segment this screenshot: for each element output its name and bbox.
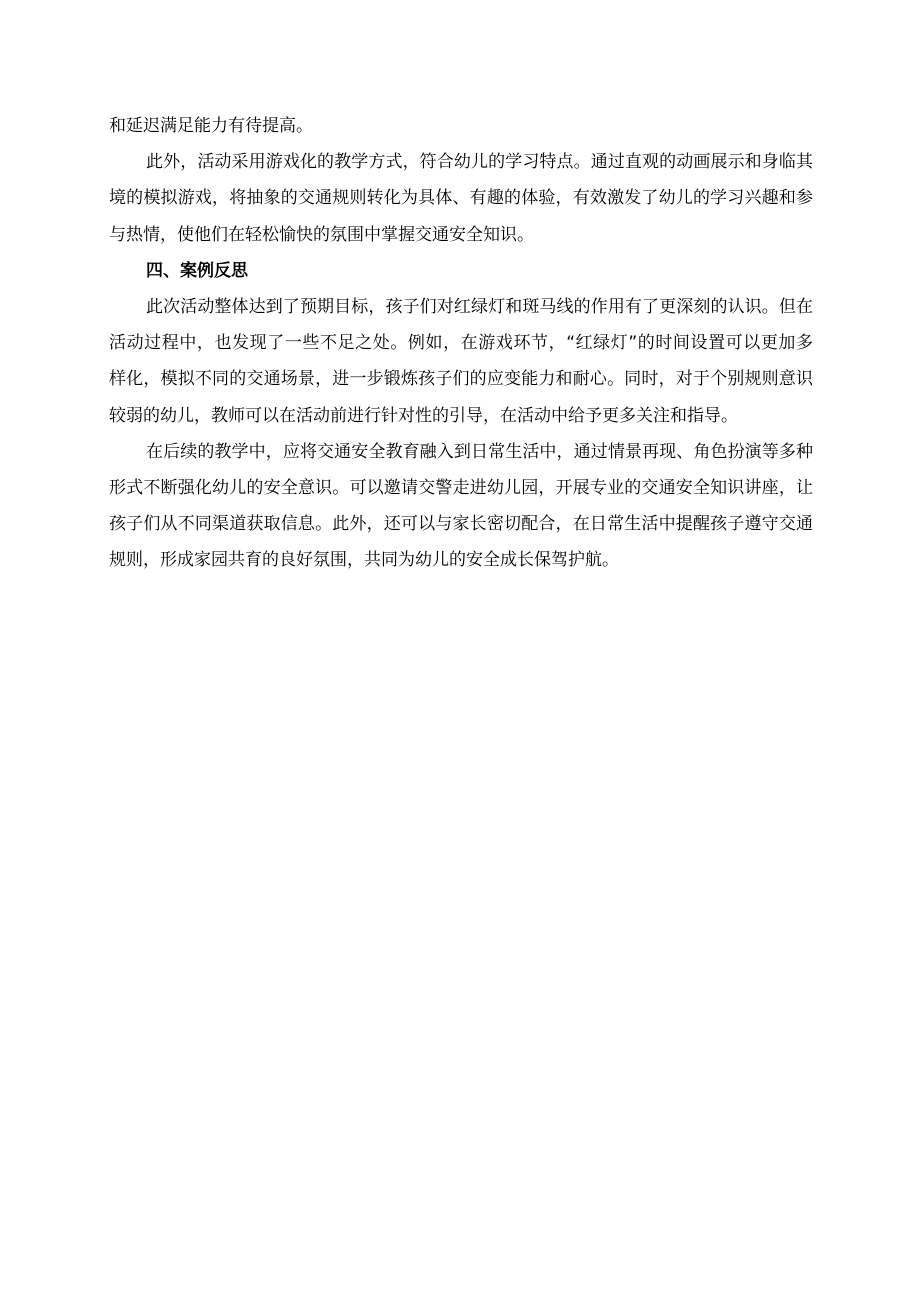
paragraph-gamified-line-3: 与热情，使他们在轻松愉快的氛围中掌握交通安全知识。 xyxy=(109,224,534,245)
paragraph-followup-line-1: 在后续的教学中，应将交通安全教育融入到日常生活中，通过情景再现、角色扮演等多种 xyxy=(146,441,813,462)
paragraph-reflection-line-4: 较弱的幼儿，教师可以在活动前进行针对性的引导，在活动中给予更多关注和指导。 xyxy=(109,405,738,426)
section-heading-case-reflection: 四、案例反思 xyxy=(146,260,248,281)
paragraph-gamified-line-2: 境的模拟游戏，将抽象的交通规则转化为具体、有趣的体验，有效激发了幼儿的学习兴趣和参 xyxy=(109,188,813,209)
paragraph-reflection-line-3: 样化，模拟不同的交通场景，进一步锻炼孩子们的应变能力和耐心。同时，对于个别规则意识 xyxy=(109,369,813,390)
document-body xyxy=(109,108,813,578)
paragraph-followup-line-4: 规则，形成家园共育的良好氛围，共同为幼儿的安全成长保驾护航。 xyxy=(109,550,619,571)
paragraph-reflection-line-1: 此次活动整体达到了预期目标，孩子们对红绿灯和斑马线的作用有了更深刻的认识。但在 xyxy=(146,296,813,317)
paragraph-followup-line-3: 孩子们从不同渠道获取信息。此外，还可以与家长密切配合，在日常生活中提醒孩子遵守交通 xyxy=(109,514,813,535)
paragraph-followup-line-2: 形式不断强化幼儿的安全意识。可以邀请交警走进幼儿园，开展专业的交通安全知识讲座，让 xyxy=(109,477,813,498)
paragraph-gamified-line-1: 此外，活动采用游戏化的教学方式，符合幼儿的学习特点。通过直观的动画展示和身临其 xyxy=(146,152,813,173)
paragraph-continuation-line: 和延迟满足能力有待提高。 xyxy=(109,116,313,136)
paragraph-reflection-line-2: 活动过程中，也发现了一些不足之处。例如，在游戏环节，“红绿灯”的时间设置可以更加多 xyxy=(109,333,813,354)
